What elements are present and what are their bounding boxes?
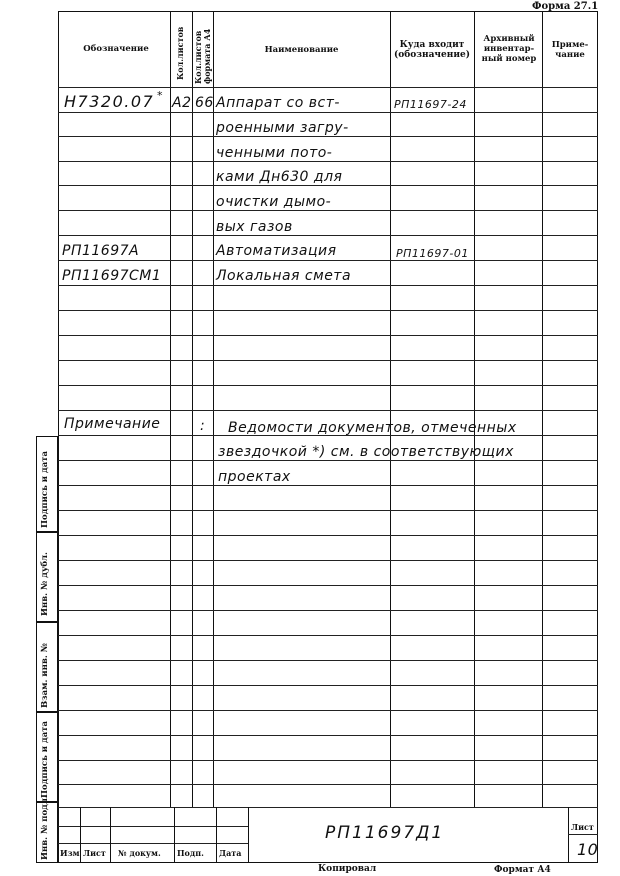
doc-code: РП11697Д1 bbox=[325, 823, 445, 843]
header-designation: Обозначение bbox=[83, 44, 149, 54]
sheet-label: Лист bbox=[571, 822, 594, 832]
format-cell: A2 bbox=[172, 95, 192, 111]
note-colon: : bbox=[200, 418, 206, 434]
doc-no-label: № докум. bbox=[118, 848, 161, 858]
name-cell-continued: вых газов bbox=[216, 219, 293, 235]
where-cell: РП11697-01 bbox=[396, 247, 469, 260]
sheets-cell: 66 bbox=[195, 95, 214, 111]
header-sheets-count: Кол.листов bbox=[175, 26, 185, 80]
name-cell-continued: ками Дн630 для bbox=[216, 169, 343, 185]
list-label: Лист bbox=[83, 848, 106, 858]
header-where-included: Куда входит (обозначение) bbox=[394, 40, 470, 60]
header-sheets-a4: Кол.листов формата А4 bbox=[193, 28, 212, 84]
side-label-inv-dubl: Инв. № дубл. bbox=[40, 551, 50, 616]
designation-cell: H7320.07 bbox=[64, 92, 155, 111]
side-label-sign-date-1: Подпись и дата bbox=[40, 450, 50, 528]
name-cell-continued: ченными пото- bbox=[216, 145, 333, 161]
note-line-2: звездочкой *) см. в соответствующих bbox=[218, 444, 514, 460]
format-label: Формат А4 bbox=[494, 865, 551, 875]
izm-label: Изм bbox=[60, 848, 80, 858]
note-line-1: Ведомости документов, отмеченных bbox=[228, 420, 517, 436]
side-label-inv-podl: Инв. № подл. bbox=[40, 795, 50, 860]
designation-cell: РП11697СМ1 bbox=[62, 268, 162, 284]
header-name: Наименование bbox=[264, 45, 339, 55]
sheet-number: 10 bbox=[577, 840, 599, 859]
where-cell: РП11697-24 bbox=[394, 98, 467, 111]
name-cell: Автоматизация bbox=[216, 243, 337, 259]
name-cell: Аппарат со вст- bbox=[216, 95, 340, 111]
podp-label: Подп. bbox=[177, 848, 204, 858]
note-label: Примечание bbox=[64, 416, 161, 432]
name-cell: Локальная смета bbox=[216, 268, 352, 284]
data-label: Дата bbox=[219, 848, 242, 858]
note-line-3: проектах bbox=[218, 469, 291, 485]
form-label: Форма 27.1 bbox=[532, 1, 599, 12]
copied-label: Копировал bbox=[318, 864, 377, 874]
header-note: Приме-чание bbox=[551, 40, 589, 60]
side-label-sign-date-2: Подпись и дата bbox=[40, 720, 50, 798]
asterisk-mark: * bbox=[157, 89, 163, 102]
name-cell-continued: роенными загру- bbox=[216, 120, 349, 136]
side-label-vzam-inv: Взам. инв. № bbox=[40, 642, 50, 708]
header-archive-number: Архивный инвентар-ный номер bbox=[481, 34, 537, 64]
designation-cell: РП11697А bbox=[62, 243, 140, 259]
name-cell-continued: очистки дымо- bbox=[216, 194, 332, 210]
